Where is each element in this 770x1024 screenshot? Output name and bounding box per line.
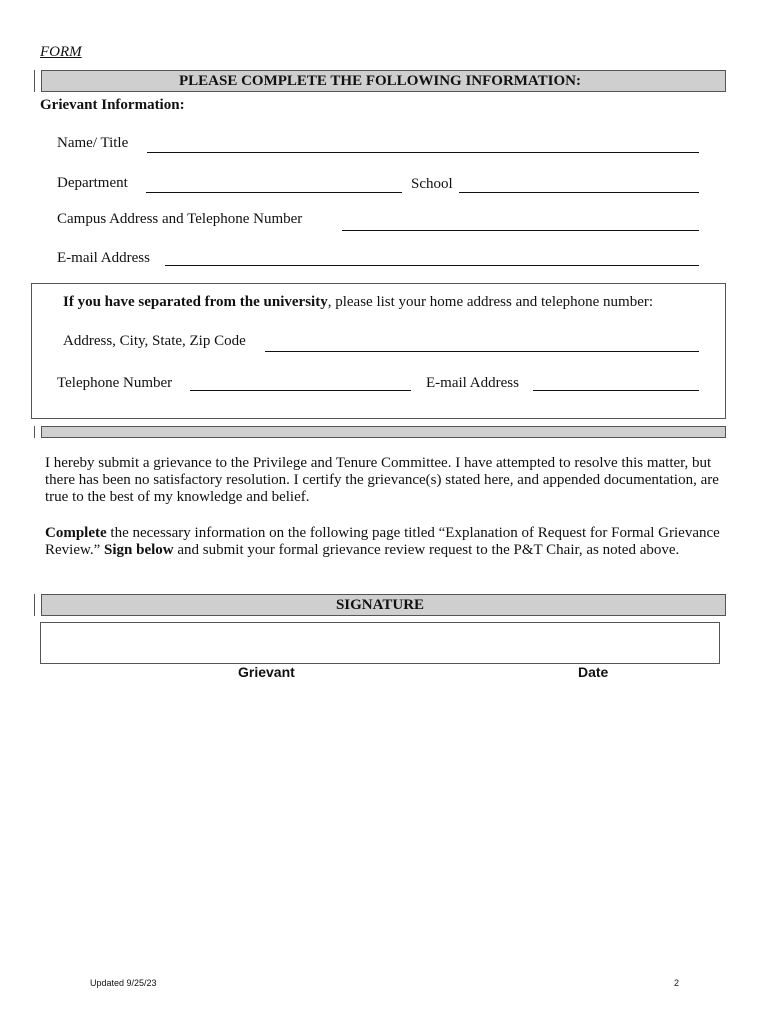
department-field[interactable] — [146, 192, 402, 193]
instructions-end: and submit your formal grievance review request to the P&T Chair, as noted above. — [173, 542, 680, 558]
name-title-field[interactable] — [147, 152, 699, 153]
instructions-paragraph — [45, 525, 725, 559]
department-label: Department — [57, 175, 128, 191]
section-header-text: PLEASE COMPLETE THE FOLLOWING INFORMATION: — [179, 73, 581, 89]
separated-instructions — [63, 293, 673, 312]
signature-bar-stub — [35, 594, 42, 616]
certification-statement: I hereby submit a grievance to the Privilege and Tenure Committee. I have attempted to resolve this matter, but there has been no satisfactory resolution. I certify the grievance(s) stated here, and appended documentation, are true to the best of my knowledge and belief. — [45, 455, 719, 505]
home-address-label: Address, City, State, Zip Code — [63, 333, 246, 349]
grievant-section-heading: Grievant Information: — [40, 97, 185, 113]
school-label: School — [411, 176, 453, 192]
separated-email-label: E-mail Address — [426, 375, 519, 391]
name-title-label: Name/ Title — [57, 135, 129, 151]
grievant-label: Grievant — [238, 664, 295, 680]
page-number: 2 — [674, 978, 680, 988]
section-header-bar — [34, 70, 726, 92]
divider-bar — [34, 426, 726, 438]
telephone-field[interactable] — [190, 390, 411, 391]
telephone-label: Telephone Number — [57, 375, 173, 391]
instructions-middle: the necessary information on the following page titled “Explanation of Request for Formal Grievance Review.” — [45, 525, 720, 558]
campus-address-field[interactable] — [342, 230, 699, 231]
school-field[interactable] — [459, 192, 699, 193]
home-address-field[interactable] — [265, 351, 699, 352]
sign-below-bold: Sign below — [104, 542, 174, 558]
date-label: Date — [578, 664, 609, 680]
separated-bold-lead: If you have separated from the university — [63, 294, 328, 310]
complete-bold: Complete — [45, 525, 107, 541]
signature-bar-text: SIGNATURE — [335, 597, 425, 613]
form-label: FORM — [40, 44, 82, 60]
signature-bar — [34, 594, 726, 616]
divider-bar-stub — [35, 426, 42, 438]
header-bar-stub — [35, 70, 42, 92]
updated-footer: Updated 9/25/23 — [90, 978, 157, 988]
campus-address-label: Campus Address and Telephone Number — [57, 211, 303, 227]
signature-box[interactable] — [40, 622, 720, 664]
email-field[interactable] — [165, 265, 699, 266]
email-label: E-mail Address — [57, 250, 150, 266]
separated-email-field[interactable] — [533, 390, 699, 391]
separated-rest-text: , please list your home address and telephone number: — [327, 294, 654, 310]
